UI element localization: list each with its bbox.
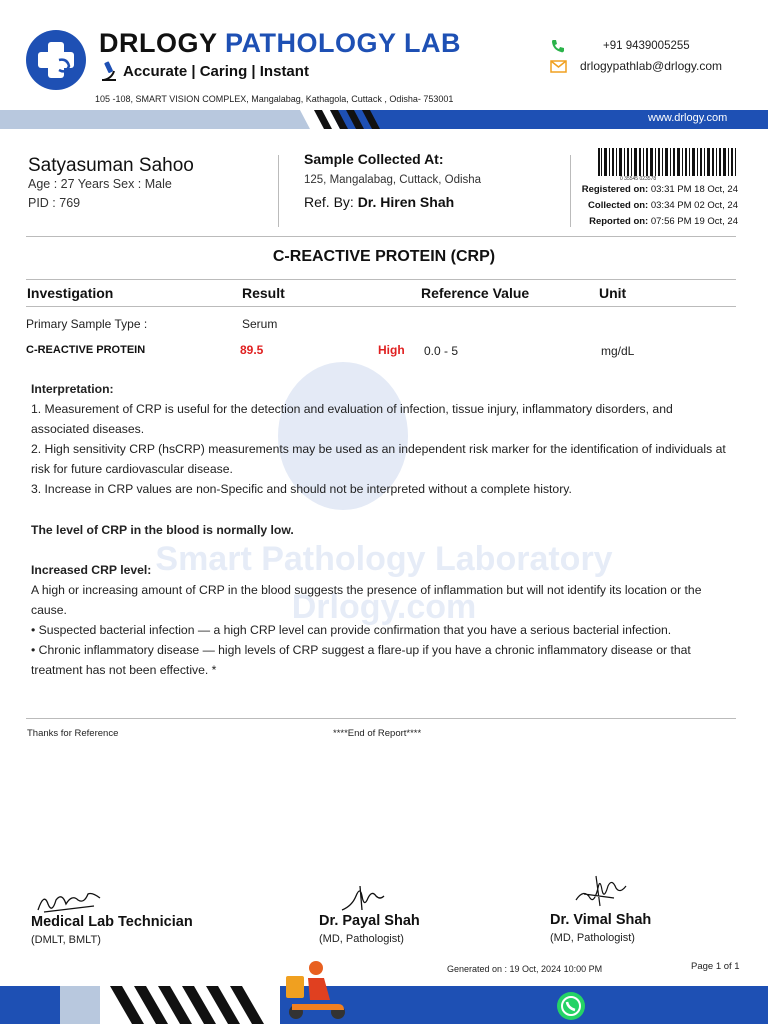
- interpretation-section: [31, 379, 731, 680]
- signatory-2-name: Dr. Payal Shah: [319, 913, 420, 929]
- end-of-report: ****End of Report****: [333, 728, 422, 739]
- increased-heading: Increased CRP level:: [31, 562, 152, 577]
- reported-on: [589, 216, 738, 227]
- whatsapp-icon[interactable]: [555, 991, 587, 1026]
- signatory-1-name: Medical Lab Technician: [31, 914, 193, 930]
- test-result: 89.5: [240, 343, 264, 357]
- barcode-number: 0 35545 023578: [620, 176, 657, 182]
- lab-logo: [26, 30, 86, 90]
- signatory-3-name: Dr. Vimal Shah: [550, 912, 652, 928]
- page-number: Page 1 of 1: [691, 961, 740, 972]
- interpretation-point-1: 1. Measurement of CRP is useful for the detection and evaluation of infection, tissue injury, inflammatory disorders, and associated diseases.: [31, 402, 673, 437]
- increased-text-3: • Chronic inflammatory disease — high levels of CRP suggest a flare-up if you have a chronic inflammatory disease or that treatment has not been effective. *: [31, 643, 691, 678]
- medical-cross-icon: [26, 30, 86, 90]
- watermark-line2: Drlogy.com: [291, 588, 477, 626]
- sample-collected-address: 125, Mangalabag, Cuttack, Odisha: [304, 174, 482, 186]
- interpretation-point-2: 2. High sensitivity CRP (hsCRP) measurements may be used as an independent risk marker for the identification of individuals at risk for future cardiovascular disease.: [31, 442, 726, 477]
- registered-label: Registered on:: [581, 184, 649, 195]
- divider: [26, 718, 736, 719]
- divider: [26, 236, 736, 237]
- collected-value: 03:34 PM 02 Oct, 24: [650, 200, 738, 211]
- reported-value: 07:56 PM 19 Oct, 24: [650, 216, 738, 227]
- lab-name-part1: DRLOGY: [99, 28, 218, 58]
- microscope-icon: [99, 61, 119, 88]
- lab-name: [99, 28, 461, 59]
- lab-name-part2: PATHOLOGY LAB: [225, 28, 462, 58]
- divider: [26, 306, 736, 307]
- increased-text-1: A high or increasing amount of CRP in the blood suggests the presence of inflammation but will not identify its location or the cause.: [31, 582, 702, 617]
- test-unit: mg/dL: [601, 344, 635, 358]
- divider: [570, 155, 571, 227]
- lab-phone[interactable]: +91 9439005255: [603, 40, 690, 52]
- signatory-2-credentials: (MD, Pathologist): [319, 933, 404, 945]
- patient-name: Satyasuman Sahoo: [28, 155, 194, 176]
- lab-website[interactable]: www.drlogy.com: [648, 112, 728, 124]
- lab-email[interactable]: drlogypathlab@drlogy.com: [580, 59, 723, 73]
- increased-text-2: • Suspected bacterial infection — a high CRP level can provide confirmation that you have a serious bacterial infection.: [31, 622, 672, 637]
- footer-stripes: [100, 986, 280, 1029]
- interpretation-heading: Interpretation:: [31, 382, 114, 396]
- header-result: Result: [242, 285, 285, 301]
- collected-on: [588, 200, 738, 211]
- registered-value: 03:31 PM 18 Oct, 24: [650, 184, 738, 195]
- lab-tagline: Accurate | Caring | Instant: [123, 63, 309, 80]
- patient-id: PID : 769: [28, 196, 81, 210]
- phone-icon: [550, 38, 566, 59]
- email-icon: [550, 60, 567, 78]
- sample-type-label: Primary Sample Type :: [26, 317, 148, 331]
- watermark-line1: Smart Pathology Laboratory: [155, 540, 613, 578]
- signature-technician: [36, 890, 106, 914]
- lab-address: 105 -108, SMART VISION COMPLEX, Mangalabag, Kathagola, Cuttack , Odisha- 753001: [95, 94, 454, 104]
- generated-on: Generated on : 19 Oct, 2024 10:00 PM: [447, 964, 603, 974]
- registered-on: [582, 184, 738, 195]
- thanks-note: Thanks for Reference: [27, 728, 119, 739]
- sample-collected-title: Sample Collected At:: [304, 151, 444, 167]
- test-reference: 0.0 - 5: [424, 344, 459, 358]
- signature-payal-shah: [338, 882, 388, 914]
- header-reference-value: Reference Value: [421, 285, 530, 301]
- divider: [26, 279, 736, 280]
- signature-vimal-shah: [572, 870, 632, 910]
- report-title: C-REACTIVE PROTEIN (CRP): [272, 248, 496, 265]
- header-unit: Unit: [599, 285, 627, 301]
- header-investigation: Investigation: [27, 285, 114, 301]
- signatory-1-credentials: (DMLT, BMLT): [31, 934, 101, 946]
- referred-by-label: Ref. By:: [304, 194, 354, 210]
- barcode: [598, 148, 736, 176]
- interpretation-point-3: 3. Increase in CRP values are non-Specific and should not be interpreted without a complete history.: [31, 482, 572, 497]
- test-flag: High: [378, 343, 405, 357]
- header-band-light: [0, 110, 330, 129]
- sample-type-value: Serum: [242, 317, 278, 331]
- delivery-scooter-icon: [284, 956, 350, 1027]
- test-name: C-REACTIVE PROTEIN: [26, 344, 146, 356]
- signatory-3-credentials: (MD, Pathologist): [550, 932, 635, 944]
- referred-by-doctor: Dr. Hiren Shah: [357, 194, 455, 210]
- collected-label: Collected on:: [588, 200, 649, 211]
- header-stripes: [300, 110, 400, 134]
- normal-level-note: The level of CRP in the blood is normally low.: [31, 522, 294, 537]
- patient-age-sex: Age : 27 Years Sex : Male: [28, 177, 172, 191]
- divider: [278, 155, 279, 227]
- referred-by: [304, 194, 454, 210]
- reported-label: Reported on:: [589, 216, 649, 227]
